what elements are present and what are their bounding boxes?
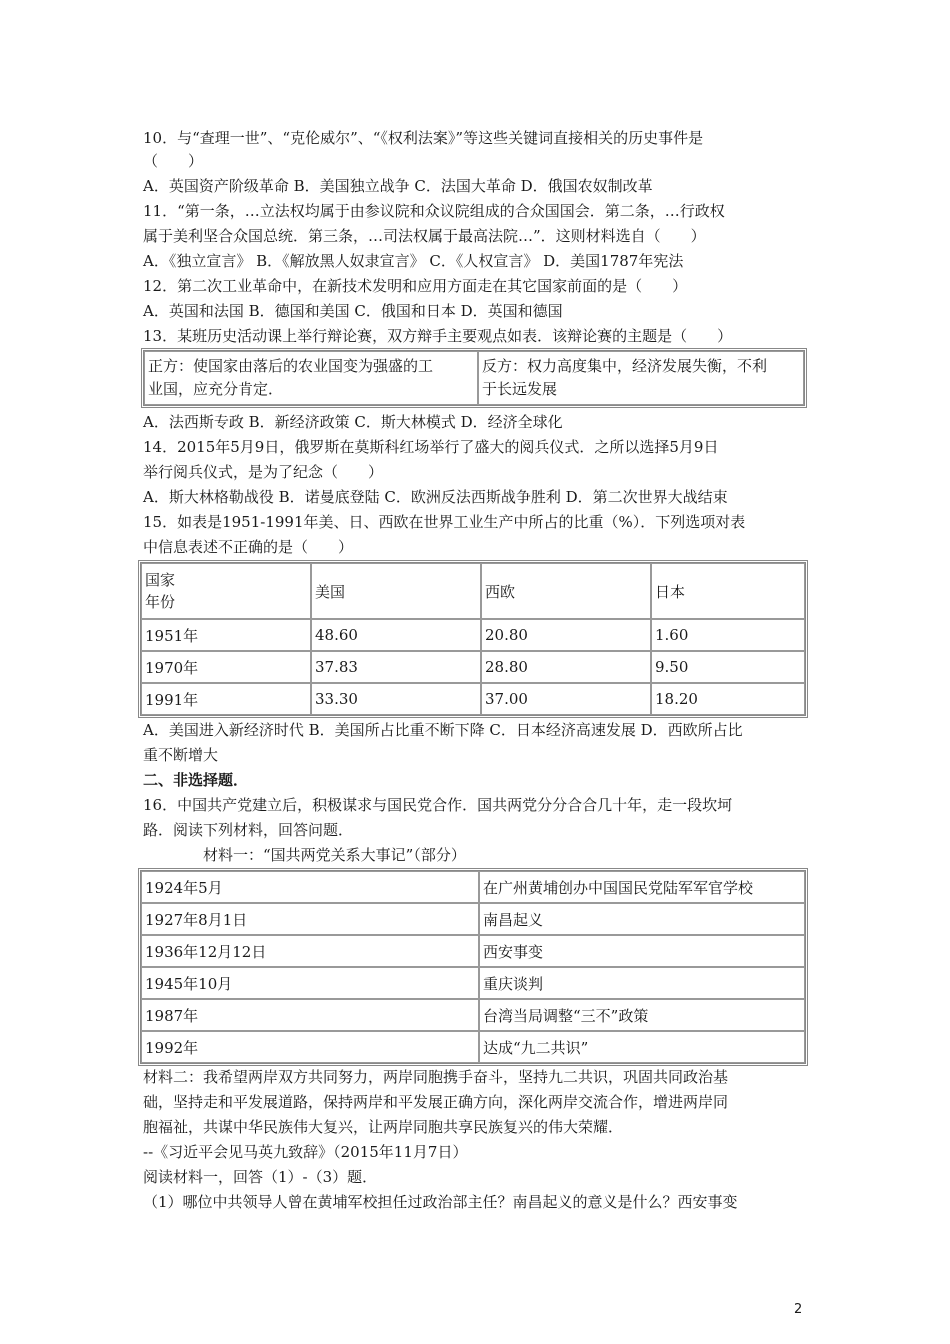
corner-year-label: 年份 (145, 593, 176, 611)
industry-cell: 9.50 (651, 651, 805, 683)
event-date: 1992年 (141, 1031, 479, 1063)
industry-cell: 1951年 (141, 619, 311, 651)
event-name: 南昌起义 (479, 903, 805, 935)
q14-stem-1: 14．2015年5月9日，俄罗斯在莫斯科红场举行了盛大的阅兵仪式．之所以选择5月9日 (143, 438, 719, 456)
event-name: 重庆谈判 (479, 967, 805, 999)
industry-cell: 28.80 (481, 651, 651, 683)
event-name: 达成“九二共识” (479, 1031, 805, 1063)
industry-corner-cell (141, 563, 311, 619)
section-heading: 二、非选择题． (143, 771, 249, 789)
event-date: 1987年 (141, 999, 479, 1031)
q11-stem-1: 11．“第一条，…立法权均属于由参议院和众议院组成的合众国国会．第二条，…行政权 (143, 202, 725, 220)
q15-stem-2: 中信息表述不正确的是（ ） (143, 538, 354, 556)
debate-pro-line-2: 业国，应充分肯定． (148, 380, 284, 398)
industry-table (138, 560, 808, 718)
industry-cell: 20.80 (481, 619, 651, 651)
q15-stem-1: 15．如表是1951-1991年美、日、西欧在世界工业生产中所占的比重（%）．下列选项对表 (143, 513, 746, 531)
debate-con-line-1: 反方：权力高度集中，经济发展失衡，不利 (482, 357, 768, 375)
industry-header-japan: 日本 (651, 563, 805, 619)
table-row (141, 903, 805, 935)
table-row (141, 967, 805, 999)
reading-instruction: 阅读材料一，回答（1）-（3）题． (143, 1168, 378, 1186)
page-number: 2 (794, 1302, 803, 1317)
industry-cell: 48.60 (311, 619, 481, 651)
table-row (141, 999, 805, 1031)
q13-stem: 13．某班历史活动课上举行辩论赛，双方辩手主要观点如表．该辩论赛的主题是（ ） (143, 327, 733, 345)
industry-header-west-europe: 西欧 (481, 563, 651, 619)
q10-stem-1: 10．与“查理一世”、“克伦威尔”、“《权利法案》”等这些关键词直接相关的历史事件是 (143, 129, 704, 147)
q15-options-1: A．美国进入新经济时代 B．美国所占比重不断下降 C．日本经济高速发展 D．西欧所占比 (143, 721, 743, 739)
q13-options: A．法西斯专政 B．新经济政策 C．斯大林模式 D．经济全球化 (143, 413, 563, 431)
q15-options-2: 重不断增大 (143, 746, 219, 764)
debate-con-line-2: 于长远发展 (482, 380, 558, 398)
material-two-line-3: 胞福祉，共谋中华民族伟大复兴，让两岸同胞共享民族复兴的伟大荣耀． (143, 1118, 624, 1136)
table-row (141, 1031, 805, 1063)
event-date: 1924年5月 (141, 871, 479, 903)
q16-sub1: （1）哪位中共领导人曾在黄埔军校担任过政治部主任？南昌起义的意义是什么？西安事变 (143, 1193, 738, 1211)
industry-cell: 37.83 (311, 651, 481, 683)
q11-options: A．《独立宣言》 B．《解放黑人奴隶宣言》 C．《人权宣言》 D．美国1787年宪法 (143, 252, 684, 270)
table-row (141, 935, 805, 967)
event-date: 1936年12月12日 (141, 935, 479, 967)
industry-cell: 1970年 (141, 651, 311, 683)
table-row (141, 683, 805, 715)
debate-pro-line-1: 正方：使国家由落后的农业国变为强盛的工 (148, 357, 434, 375)
debate-table (141, 348, 807, 408)
table-row (141, 619, 805, 651)
table-row (141, 871, 805, 903)
events-table (138, 868, 808, 1066)
q14-options: A．斯大林格勒战役 B．诺曼底登陆 C．欧洲反法西斯战争胜利 D．第二次世界大战结束 (143, 488, 728, 506)
event-date: 1945年10月 (141, 967, 479, 999)
q12-options: A．英国和法国 B．德国和美国 C．俄国和日本 D．英国和德国 (143, 302, 563, 320)
debate-pro-cell (144, 351, 478, 405)
industry-header-usa: 美国 (311, 563, 481, 619)
debate-con-cell (478, 351, 804, 405)
industry-cell: 1991年 (141, 683, 311, 715)
q10-options: A．英国资产阶级革命 B．美国独立战争 C．法国大革命 D．俄国农奴制改革 (143, 177, 653, 195)
material-two-source: --《习近平会见马英九致辞》（2015年11月7日） (143, 1143, 468, 1161)
event-date: 1927年8月1日 (141, 903, 479, 935)
q16-stem-1: 16．中国共产党建立后，积极谋求与国民党合作．国共两党分分合合几十年，走一段坎坷 (143, 796, 733, 814)
material-one-title: 材料一：“国共两党关系大事记”（部分） (203, 846, 466, 864)
material-two-line-2: 础，坚持走和平发展道路，保持两岸和平发展正确方向，深化两岸交流合作，增进两岸同 (143, 1093, 729, 1111)
industry-cell: 1.60 (651, 619, 805, 651)
q12-stem: 12．第二次工业革命中，在新技术发明和应用方面走在其它国家前面的是（ ） (143, 277, 688, 295)
q16-stem-2: 路．阅读下列材料，回答问题． (143, 821, 354, 839)
corner-country-label: 国家 (145, 571, 176, 589)
event-name: 西安事变 (479, 935, 805, 967)
q14-stem-2: 举行阅兵仪式，是为了纪念（ ） (143, 463, 384, 481)
table-row (141, 651, 805, 683)
industry-cell: 37.00 (481, 683, 651, 715)
industry-cell: 18.20 (651, 683, 805, 715)
q10-stem-2: （ ） (143, 152, 204, 170)
event-name: 在广州黄埔创办中国国民党陆军军官学校 (479, 871, 805, 903)
event-name: 台湾当局调整“三不”政策 (479, 999, 805, 1031)
material-two-line-1: 材料二：我希望两岸双方共同努力，两岸同胞携手奋斗，坚持九二共识，巩固共同政治基 (143, 1068, 729, 1086)
industry-cell: 33.30 (311, 683, 481, 715)
q11-stem-2: 属于美利坚合众国总统．第三条，…司法权属于最高法院…”．这则材料选自（ ） (143, 227, 706, 245)
